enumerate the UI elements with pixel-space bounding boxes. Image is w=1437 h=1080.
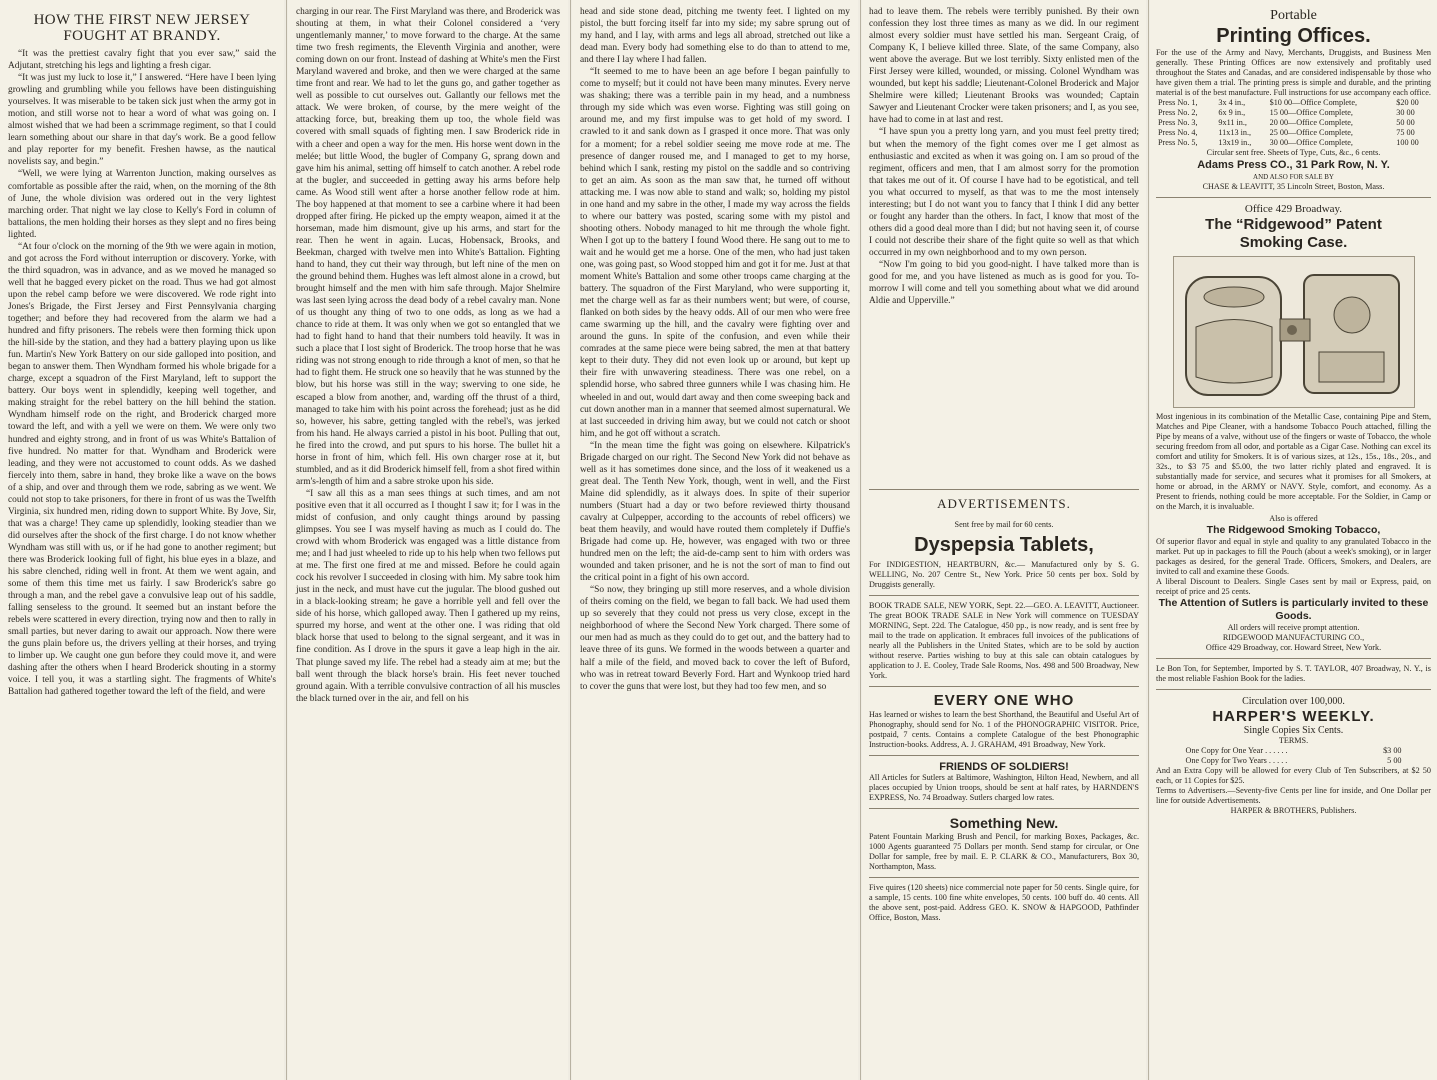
adams-press: Adams Press CO., 31 Park Row, N. Y. [1197,159,1390,171]
portable-circular: Circular sent free. Sheets of Type, Cuts, &c., 6 cents. [1206,148,1381,157]
ad-divider [1156,689,1431,690]
harpers-circulation: Circulation over 100,000. [1242,696,1345,707]
article-paragraph: had to leave them. The rebels were terribly punished. By their own confession they lost three times as many as we did. In our regiment almost every soldier must have settled his man. Sergeant Craig, of Company K, I believe killed three. Slate, of the same Company, also went above the average. But we lost terribly. Sixty enlisted men of the First Jersey were killed, wounded, or missing. Colonel Wyndham was wounded, but kept his saddle; Lieutenant-Colonel Broderick and Major Shelmire were killed; Lieutenant Brooks was wounded; Captain Sawyer and Lieutenant Crocker were taken prisoners; and I, as you see, have had to come in at last and rest. [869,7,1139,126]
ad-divider [869,877,1139,878]
column-rule [286,0,287,1080]
article-end [869,6,1139,484]
dyspepsia-title: Dyspepsia Tablets, [914,534,1094,557]
article-paragraph: charging in our rear. The First Maryland was there, and Broderick was shouting at them, in what their Colonel considered a ‘very ungentlemanly manner,’ to move forward to the charge. At the same time two fresh regiments, the Eleventh Virginia and another, were coming down on our front. Instead of dashing at White's men the First Maryland wavered and broke, and then we were charged at the same time front and rear. We had to let the guns go, and gather together as well as possible to cut ourselves out. Gallantly our fellows met the attack. We were broken, of course, by the mere weight of the attacking force, but, breaking them up too, the whole field was covered with small squads of fighting men. I saw Broderick ride in with a cheer and open a way for the men. His horse went down in the melée; but little Wood, the bugler of Company G, sprang down and gave him his animal, setting off himself to catch another. A rebel rode at the bugler, and succeeded in getting away his arms before help came. As Wood still went after a horse another fellow rode at him. The boy happened at that moment to see a carbine where it had been dropped after firing. He picked up the empty weapon, aimed it at the horseman, made him dismount, give up his arms, and start for the rear. Then he went in again. Lucas, Hobensack, Brooks, and Beekman, charged with twelve men into White's Battalion. Fighting hand to hand, they cut their way through, but left nine of the men on the ground behind them. Hughes was left almost alone in a crowd, but brought himself and the men with him safe through. Major Shelmire was last seen lying across the dead body of a rebel cavalry man. None of us thought any thing of two to one odds, as long as we had a chance to ride at them. It was only when we got so entangled that we had to fight hand to hand that their numbers told heavily. It was in such a place that I lost sight of Broderick. The troop horse that he was riding was not strong enough to ride through a knot of men, so that he had to fight them. He struck one so heavily that he was stunned by the blow, but his horse was still in the way; swerving to one side, he escaped a blow from another, and, warding off the thrust of a third, managed to take him with his point across the forehead; just as he did so, however, his sabre, getting tangled with the rebel's, was jerked from his hand. He always carried a pistol in his boot. Pulling that out, he fired into the crowd, and put spurs to his horse. The bullet hit a horse in front of him, which fell. His own charger rose at it, but stumbled, and as it did Broderick himself fell, from a shot fired within arm's-length of him and a sabre stroke upon his side. [296,7,560,487]
article-title: HOW THE FIRST NEW JERSEY FOUGHT AT BRANDY. [33,12,251,44]
ridgewood-address: Office 429 Broadway, cor. Howard Street, New York. [1205,643,1382,652]
ad-divider [1156,658,1431,659]
article-paragraph: “It was the prettiest cavalry fight that you ever saw,” said the Adjutant, stretching his legs and lighting a fresh cigar. [8,49,276,72]
friends-body: All Articles for Sutlers at Baltimore, Washington, Hilton Head, Newbern, and all places occupied by Union troops, should be sent at half rates, by HARNDEN'S EXPRESS, No. 74 Broadway. Sutlers charged low rates. [869,773,1139,803]
harpers-single: Single Copies Six Cents. [1243,725,1344,736]
price-table [1156,98,1431,148]
ad-divider [869,595,1139,596]
every-one-title: EVERY ONE WHO [933,692,1075,710]
portable-kicker: Portable [1270,8,1317,23]
portable-body: For the use of the Army and Navy, Merchants, Druggists, and Business Men generally. These Printing Offices are now extensively and profitably used throughout the States and Canadas, and are considered indispensable by those who have given them a trial. The printing press is simple and durable, and the printing material is of the best manufacture. Full instructions for use accompany each office. [1156,48,1431,97]
ad-divider [869,808,1139,809]
column-rule [570,0,571,1080]
section-divider [869,489,1139,490]
ad-divider [1156,197,1431,198]
ridgewood-tobacco-body: Of superior flavor and equal in style and quality to any granulated Tobacco in the market. Put up in packages to fill the Pouch (about a week's smoking), or in larger packages as desired, for the general Trade. Officers, Smokers, and Dealers, are invited to call and examine these Goods. [1156,537,1431,576]
column-rule [1148,0,1149,1080]
portable-title: Printing Offices. [1216,25,1371,47]
price-row: Press No. 1, 3x 4 in., $10 00—Office Complete, $20 00 [1158,98,1419,107]
also-for-sale: AND ALSO FOR SALE BY [1253,173,1334,181]
five-quires: Five quires (120 sheets) nice commercial note paper for 50 cents. Single quire, for a sample, 15 cents. 100 fine white envelopes, 50 cents. 100 buff do. 40 cents. All the above sent, post-paid. Address GEO. K. SNOW & HAPGOOD, Pathfinder Office, Boston, Mass. [869,883,1139,923]
harpers-terms: TERMS. [1278,736,1309,745]
dyspepsia-pre: Sent free by mail for 60 cents. [954,520,1054,530]
article-column-1 [0,0,284,1080]
ridgewood-also: Also is offered [1269,514,1318,523]
dyspepsia-body: For INDIGESTION, HEARTBURN, &c.— Manufactured only by S. G. WELLING, No. 207 Centre St., New York. Price 50 cents per box. Sold by Druggists generally. [869,560,1139,590]
ridgewood-company: RIDGEWOOD MANUFACTURING CO., [1222,633,1365,642]
article-paragraph: “It was just my luck to lose it,” I answered. “Here have I been lying growling and grumbling while you fellows have been distinguishing yourselves. It was miserable to be taken sick just when the army got in motion, and still worse not to hear a word of what was going on. I almost wished that we had been a scrimmage regiment, so that I could learn something about our share in that day's work. Be a good fellow and play reporter for my benefit. Freshen hawse, as the nautical novelists say, and begin.” [8,73,276,168]
ads-right [1150,0,1437,1080]
harpers-publisher: HARPER & BROTHERS, Publishers. [1230,806,1357,815]
price-row: Press No. 3, 9x11 in., 20 00—Office Complete, 50 00 [1158,118,1415,127]
article-paragraph: “It seemed to me to have been an age before I began painfully to come to myself; but it could not have been many minutes. Every nerve was shaking; there was a terrible pain in my head, and a numbness through my side which was even worse. Fighting was still going on around me, and my first impulse was to get hold of my sword. I crawled to it and sank down as I grasped it once more. That was only for a moment; for a rebel soldier seeing me move rode at me. The presence of danger roused me, and I managed to get to my horse, behind which I sank, resting my pistol on the saddle and so contriving to get an aim. As soon as the man saw that, he turned off without attacking me. I was now able to stand and walk; so, holding my pistol in one hand and my sabre in the other, I made my way across the fields to where our battery was posted, scaring some with my pistol and shooting others. Nobody managed to hit me through the whole fight. When I got up to the battery I found Wood there. He sang out to me to wait and he would get me a horse. One of the men, who had just taken one, was going past, so Wood stopped him and got it for me. Just at that moment White's Battalion and some other troops came charging at the battery. The squadron of the First Maryland, who were supporting it, met the charge well as far as their numbers went; but were, of course, flanked on both sides by the heavy odds. All of our men who were free came swarming up the hill, and the cavalry were fighting over and around the guns. In spite of the confusion, and even while their comrades at the same piece were being sabred, the men at that battery kept to their duty. They did not even look up or around, but kept up their fire with unwavering steadiness. There was one rebel, on a splendid horse, who sabred three gunners while I was chasing him. He wheeled in and out, would dart away and then come sweeping back and cut down another man in a manner that seemed almost supernatural. We at last succeeded in driving him away, but we could not catch or shoot him, and he got off without a scratch. [580,67,850,439]
article-paragraph: “Now I'm going to bid you good-night. I have talked more than is good for me, and you have listened as much as is good for you. To-morrow I will come and tell you something about what we did around Aldie and Upperville.” [869,259,1139,307]
rate-row: One Copy for One Year . . . . . . $3 00 [1185,746,1402,755]
ridgewood-title-2: Smoking Case. [1239,234,1348,251]
something-new-title: Something New. [949,815,1059,832]
every-one-body: Has learned or wishes to learn the best Shorthand, the Beautiful and Useful Art of Phonography, should send for No. 1 of the PHONOGRAPHIC VISITOR. Price, postpaid, 7 cents. Contains a complete Catalogue of the best Phonographic Instruction-books. Address, A. J. GRAHAM, 491 Broadway, New York. [869,710,1139,750]
article-paragraph: “Well, we were lying at Warrenton Junction, making ourselves as comfortable as possible after the raid, when, on the morning of the 8th of June, the whole division was ordered out in the very lightest marching order. That night we lay close to Kelly's Ford in column of battalions, the men holding their horses as they slept and no fires being lighted. [8,169,276,240]
harpers-title: HARPER'S WEEKLY. [1212,708,1375,725]
rate-row: One Copy for Two Years . . . . . 5 00 [1185,756,1402,765]
friends-title: FRIENDS OF SOLDIERS! [939,761,1069,774]
ad-divider [869,686,1139,687]
article-paragraph: “So now, they bringing up still more reserves, and a whole division of theirs coming on the field, we began to fall back. We had used them up so severely that they could not press us very close, except in the neighborhood of where the Second New York charged. There some of our men had as much as they could do to get out, and the battery had to leave three of its guns. We formed in the woods between a quarter and half a mile of the field, and moved back to cover the left of Buford, who was in retreat toward Beverly Ford. Hart and Wynkoop tried hard to cover the guns that were lost, but they had too few men, and so [580,585,850,692]
harpers-rates [1184,746,1404,766]
ridgewood-office: Office 429 Broadway. [1244,203,1343,215]
harpers-extra: And an Extra Copy will be allowed for every Club of Ten Subscribers, at $2 50 each, or 11 Copies for $25. [1156,766,1431,785]
article-column-3 [572,0,858,1080]
book-trade-sale: BOOK TRADE SALE, NEW YORK, Sept. 22.—GEO. A. LEAVITT, Auctioneer. The great BOOK TRADE SALE in New York will commence on TUESDAY MORNING, Sept. 22d. The Catalogue, 450 pp., is now ready, and is sent free by mail to the trade on application. It embraces full invoices of the publications of nearly all the Publishers in the United States, which are to be sold by auction without reserve. Parties wishing to buy at this sale can obtain catalogues by application to J. E. Cooley, Trade Sale Rooms, Nos. 498 and 500 Broadway, New York. [869,601,1139,681]
harpers-advertisers: Terms to Advertisers.—Seventy-five Cents per line for inside, and One Dollar per line for outside Advertisements. [1156,786,1431,805]
article-paragraph: “In the mean time the fight was going on elsewhere. Kilpatrick's Brigade charged on our right. The Second New York did not behave as well as it has sometimes done since, and the loss of it weakened us a great deal. The Tenth New York, though, went in well, and the First Maine did splendidly, as it always does. In spite of their superior numbers (Stuart had a day or two before reviewed thirty thousand cavalry at Culpepper, according to the accounts of rebel officers) we beat them heavily, and would have routed them completely if Duffie's Brigade had come up. He, however, was engaged with two or three hundred men on the left; the aid-de-camp sent to him with orders was wounded and taken prisoner, and he is not the sort of man to find out the critical point in a fight of his own accord. [580,440,850,584]
ads-middle [869,498,1139,923]
ridgewood-body: Most ingenious in its combination of the Metallic Case, containing Pipe and Stem, Matches and Pipe Cleaner, with a handsome Tobacco Pouch attached, filling the Pipe by means of a valve, without use of the fingers or waste of Tobacco, the whole securing freedom from all odor, and portable as a Cigar Case. Nothing can excel its comfort and utility for Smokers. It is of various sizes, at 12s., 15s., 18s., 20s., and 32s., to $3 75 and $5.00, the two latter richly plated and engraved. It is substantially made for service, and secures what it promises for all Smokers, at home or abroad, in the ARMY or NAVY. Style, comfort, and economy. As a Present to friends, nothing could be more acceptable. For the Soldier, in Camp or on the March, it is invaluable. [1156,412,1431,511]
ridgewood-attention: The Attention of Sutlers is particularly invited to these Goods. [1158,597,1429,622]
ridgewood-tobacco: The Ridgewood Smoking Tobacco, [1206,524,1381,536]
ads-header: ADVERTISEMENTS. [937,496,1071,511]
article-paragraph: “At four o'clock on the morning of the 9th we were again in motion, and got across the Ford without interruption or discovery. Yorke, with the third squadron, was in advance, and as we moved he managed so well that he bagged every picket on the road. Thus we had got almost upon the rebel camp before we were discovered. We rode right into Jones's Brigade, the First Jersey and First Pennsylvania charging together; and before they had recovered from the alarm we had a hundred and fifty prisoners. The rebels were then forming thick upon the hill-side by the station, and they had a battery playing upon us like fun. Martin's New York Battery on our side galloped into position, and began to answer them. Then Wyndham formed his whole brigade for a charge, except a squadron of the First Maryland, left to support the battery. Our boys went in splendidly, keeping well together, and making straight for the rebel battery on the hill behind the station. Wyndham himself rode on the right, and Broderick charged more toward the left, and with a yell we were on them. We were only two hundred and eighty strong, and in front of us was White's Battalion of five hundred. No matter for that. Wyndham and Broderick were leading, and they were not accustomed to count odds. As we dashed fiercely into them, sabre in hand, they broke like a wave on the bows of a ship, and over and through them we rode, sabring as we went. We could not stop to take prisoners, for there in front of us was the Twelfth Virginia, six hundred men, riding down to support White. By Jove, Sir, that was a charge! They came up splendidly, looking steadier than we did ourselves after the shock of the first charge. I do not know whether Wyndham was still with us, or if he had gone to another regiment; but there was Broderick looking full of fight, his blue eyes in a blaze, and his sabre clenched, riding well in front. At them we went again, and some of them this time met us fairly. I saw Broderick's sabre go through a man, and the rebel gave a convulsive leap out of his saddle, falling senseless to the ground. It seemed but an instant before the rebels were scattered in every direction, trying now and then to rally in small parties, but never daring to await our approach. Now there were the guns plain before us, the drivers yelling at their horses, and trying to limber up. We caught one gun before they could move it, and were dashing after the others when I heard Broderick shouting in a stormy voice. I tell you, it was a startling sight. The fragments of White's Battalion had gathered together toward the left of the field, and were [8,241,276,698]
price-row: Press No. 4, 11x13 in., 25 00—Office Complete, 75 00 [1158,128,1415,137]
ridgewood-discount: A liberal Discount to Dealers. Single Cases sent by mail or Express, paid, on receipt of price and 25 cents. [1156,577,1431,596]
ad-divider [869,755,1139,756]
price-row: Press No. 2, 6x 9 in., 15 00—Office Complete, 30 00 [1158,108,1415,117]
something-new-body: Patent Fountain Marking Brush and Pencil, for marking Boxes, Packages, &c. 1000 Agents guaranteed 75 Dollars per month. Send stamp for circular, or One Dollar for sample, free by mail. E. P. CLARK & CO., Manufacturers, Box 30, Northampton, Mass. [869,832,1139,872]
column-rule [860,0,861,1080]
price-row: Press No. 5, 13x19 in., 30 00—Office Complete, 100 00 [1158,138,1419,147]
article-column-2 [288,0,568,1080]
smoking-case-illustration [1173,256,1415,408]
chase-leavitt: CHASE & LEAVITT, 35 Lincoln Street, Boston, Mass. [1202,182,1385,191]
article-column-4 [862,0,1146,1080]
le-bon-ton: Le Bon Ton, for September, Imported by S. T. TAYLOR, 407 Broadway, N. Y., is the most reliable Fashion Book for the ladies. [1156,664,1431,683]
article-paragraph: head and side stone dead, pitching me twenty feet. I lighted on my pistol, the butt forcing itself far into my side; my sabre sprung out of my hand, and I lay, with arms and legs all abroad, stretched out like a dead man. Every body had something else to do than to attend to me, and there I lay where I had fallen. [580,7,850,66]
ridgewood-title-1: The “Ridgewood” Patent [1205,216,1382,233]
article-paragraph: “I saw all this as a man sees things at such times, and am not positive even that it all occurred as I thought I saw it; for I was in the midst of confusion, and only caught things around by passing glimpses. You see I was myself having as much as I could do. The crowd with whom Broderick was engaged was a little distance from me; and I had just wheeled to ride up to his help when two fellows put at me. The first one fired at me and missed. Before he could again cock his revolver I succeeded in closing with him. My sabre took him just in the neck, and must have cut the jugular. The blood gushed out in a black-looking stream; he gave a horrible yell and fell over the side of his horse, which galloped away. Then I gathered up my reins, spurred my horse, and went at the other one. I was riding that old black horse that used to belong to the signal sergeant, and it was in fine condition. As I drove in the spurs it gave a leap high in the air. That plunge saved my life. The rebel had a steady aim at me; but the ball went through the black horse's brain. His feet never touched ground again. With a terrible convulsive contraction of all his muscles the black turned over in the air, and fell on his [296,488,560,704]
smoking-case-icon [1174,257,1414,407]
ridgewood-orders: All orders will receive prompt attention. [1227,623,1360,632]
article-paragraph: “I have spun you a pretty long yarn, and you must feel pretty tired; but when the memory of the fight comes over me I get almost as enthusiastic and excited as when it was going on. I am so proud of the regiment, officers and men, that I am almost sorry for the promotion that takes me out of it. Of course I have had to be egotistical, and tell you what occurred to myself, as that was to me the most intensely interesting; but I do not want you to fancy that I think I did any better or fought any harder than the others. In fact, I know that most of the others did a good deal more than I did; but not having seen it, of course I could not describe their share of the fight quite so well as that which occurred in my own neighborhood and to my own person. [869,127,1139,258]
